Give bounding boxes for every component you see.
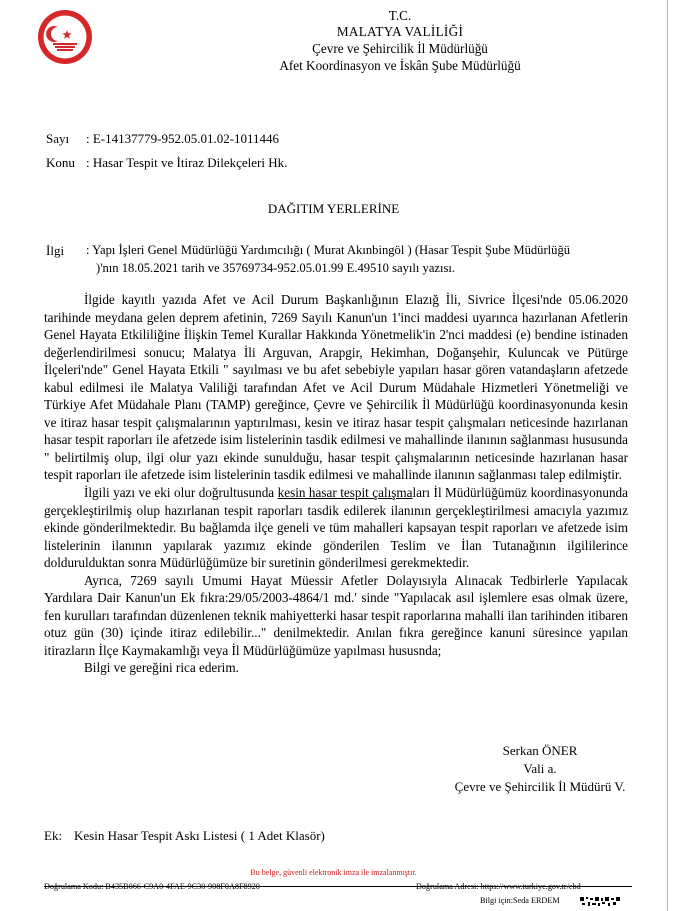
paragraph-1: İlgide kayıtlı yazıda Afet ve Acil Durum Başkanlığının Elazığ İli, Sivrice İlçesi'nde 05.06.2020 tarihinde meydana gelen deprem afetinin, 7269 Sayılı Kanun'un 1'inci maddesi uyarınca hazırlanan Afetlerin Genel Hayata Etkililiğine İlişkin Temel Kurallar Hakkında Yönetmelik'in 2'nci maddesi (e) bendine istinaden değerlendirilmesi sonucu; Malatya İli Arguvan, Arapgir, Hekimhan, Doğanşehir, Kuluncak ve Pütürge İlçeleri'nde" Genel Hayata Etkili " sayılması ve bu afet sebebiyle yapıları hasar gören vatandaşların afetzede kabul edilmesi ile Malatya Valiliği tarafından Afet ve Acil Durum Müdahale Hizmetleri Yönetmeliği ve Türkiye Afet Müdahale Planı (TAMP) gereğince, Çevre ve Şehircilik İl Müdürlüğü koordinasyonunda kesin ve itiraz hasar tespit çalışmalarının yaptırılması, kesin ve itiraz hasar tespit çalışmaları neticesinde hazırlanan hasar tespit raporları ile afetzede isim listelerinin tasdik edilmesi ve mahallinde ilanının sağlanması hususunda " belirtilmiş olup, ilgi olur yazı ekinde sunulduğu, hasar tespit çalışmalarının neticesinde hazırlanan hasar tespit raporları ile afetzede isim listelerinin tasdik edilmesi ve mahallinde ilanının sağlanması talep edilmiştir.	[44, 292, 628, 483]
header-directorate: Çevre ve Şehircilik İl Müdürlüğü	[312, 41, 488, 56]
paragraph-3: Ayrıca, 7269 sayılı Umumi Hayat Müessir Afetler Dolayısıyla Alınacak Tedbirlerle Yapılacak Yardılara Dair Kanun'un Ek fıkra:29/05/2003-4864/1 md.' sinde "Yapılacak asıl işlemlere esas olmak üzere, fen kurulları tarafından düzenlenen teknik mahiyetterki hasar tespit raporlarına mahalli ilan tarihinden itibaren otuz gün (30) içinde itiraz edilebilir..." denilmektedir. Anılan fıkra gereğince kanuni süresince yapılan itirazların İlçe Kaymakamlığı veya İl Müdürlüğümüze yapılması hususnda;	[44, 572, 628, 658]
paragraph-2-underlined: kesin hasar tespit çalışma	[277, 485, 413, 501]
signer-title-2: Çevre ve Şehircilik İl Müdürü V.	[454, 779, 626, 794]
attachment-value: Kesin Hasar Tespit Askı Listesi ( 1 Adet Klasör)	[74, 828, 325, 843]
esign-note: Bu belge, güvenli elektronik imza ile imzalanmıştır.	[250, 868, 417, 877]
paragraph-2	[44, 484, 628, 572]
ilgi-line-1: : Yapı İşleri Genel Müdürlüğü Yardımcılığı ( Murat Akınbingöl ) (Hasar Tespit Şube Müdürlüğü	[86, 243, 571, 257]
attachment-label: Ek:	[44, 828, 63, 843]
contact-info: Bilgi için:Seda ERDEM	[480, 896, 560, 905]
footer-divider	[44, 886, 632, 887]
paragraph-2-start: İlgili yazı ve eki olur doğrultusunda	[84, 485, 278, 501]
qr-code-icon	[580, 897, 620, 909]
sayi-value: : E-14137779-952.05.01.02-1011446	[86, 131, 280, 146]
ilgi-label: İlgi	[46, 243, 65, 258]
sayi-label: Sayı	[46, 131, 70, 146]
ministry-logo-icon	[36, 8, 94, 66]
konu-label: Konu	[46, 155, 75, 170]
header-governorship: MALATYA VALİLİĞİ	[336, 24, 464, 39]
ilgi-line-2: )'nın 18.05.2021 tarih ve 35769734-952.05.01.99 E.49510 sayılı yazısı.	[96, 261, 456, 275]
signer-name: Serkan ÖNER	[502, 743, 578, 758]
header-department: Afet Koordinasyon ve İskân Şube Müdürlüğü	[279, 58, 521, 73]
addressee: DAĞITIM YERLERİNE	[267, 201, 400, 216]
verification-address: Doğrulama Adresi: https://www.turkiye.gov.tr/ebd	[416, 882, 581, 891]
paragraph-4: Bilgi ve gereğini rica ederim.	[84, 660, 239, 676]
letter-body	[44, 291, 628, 677]
header-tc: T.C.	[388, 8, 412, 23]
konu-value: : Hasar Tespit ve İtiraz Dilekçeleri Hk.	[86, 155, 288, 170]
signer-title-1: Vali a.	[523, 761, 557, 776]
verification-code: Doğrulama Kodu: B435B066-C9A0-4FAE-9C30-908F0A8F8920	[44, 882, 260, 891]
paragraph-2-rest: ları İl Müdürlüğümüz koordinasyonunda gerçekleştirilmiş olup hazırlanan tespit raporları tasdik edilerek ilanının gerçekleştirilmesi amacıyla yazımız ekinde gönderilmektedir. Bu bağlamda ilçe geneli ve tüm mahalleri kapsayan tespit raporları ve afetzede isim listelerinin ilanının yapılarak yazımız ekinde gönderilen Teslim ve İlan Tutanağının ilgililerince doldurulduktan sonra Müdürlüğümüze bir suretinin gönderilmesi gerekmektedir.	[44, 485, 628, 571]
